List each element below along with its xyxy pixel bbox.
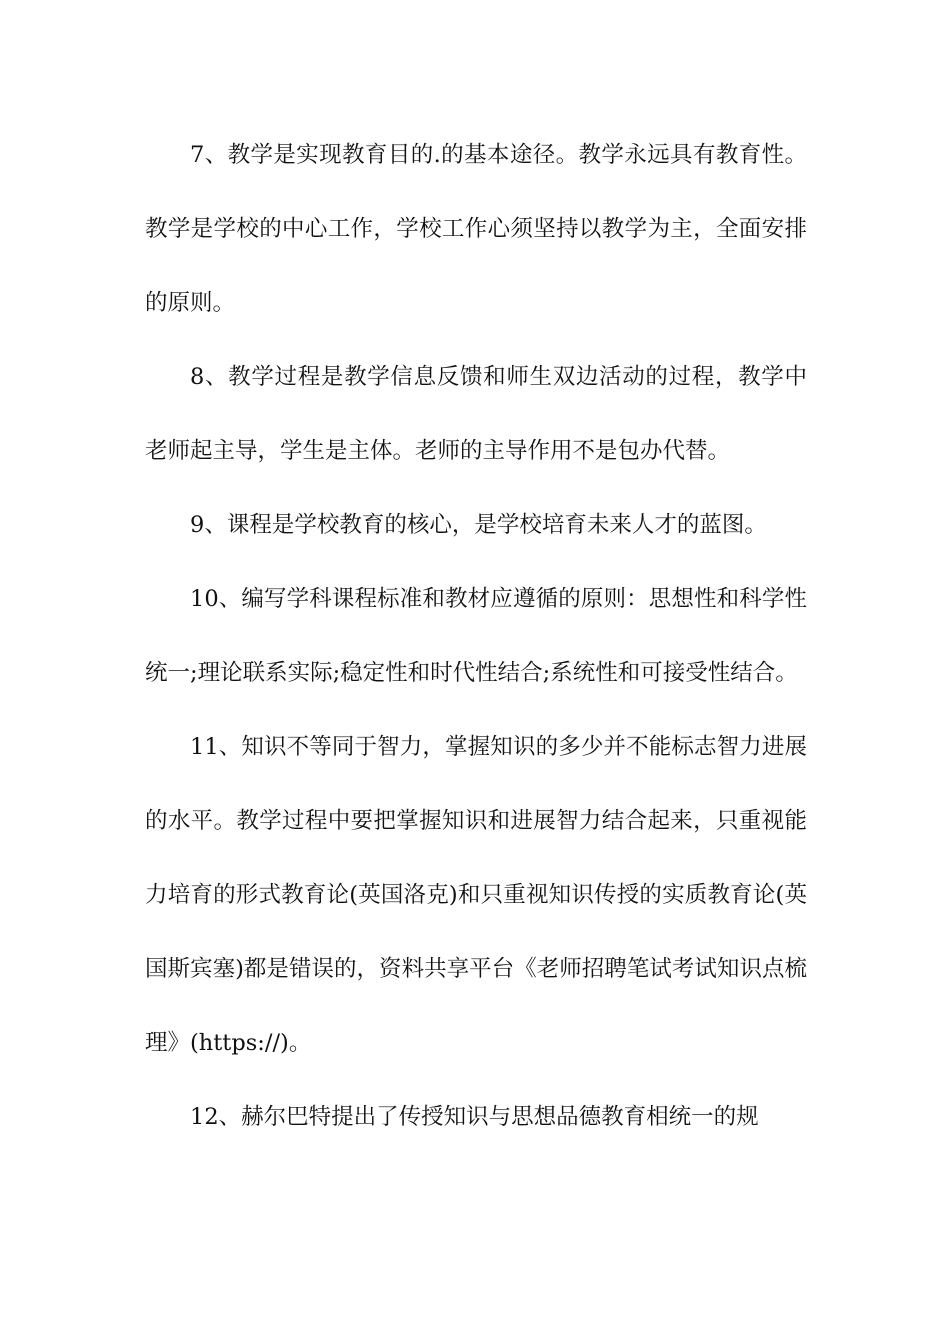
document-body	[145, 118, 807, 1154]
paragraph-11: 11、知识不等同于智力，掌握知识的多少并不能标志智力进展的水平。教学过程中要把掌握知识和进展智力结合起来，只重视能力培育的形式教育论(英国洛克)和只重视知识传授的实质教育论(英国斯宾塞)都是错误的，资料共享平台《老师招聘笔试考试知识点梳理》(https://)。	[145, 734, 807, 1056]
paragraph-8: 8、教学过程是教学信息反馈和师生双边活动的过程，教学中老师起主导，学生是主体。老师的主导作用不是包办代替。	[145, 364, 807, 464]
paragraph-12: 12、赫尔巴特提出了传授知识与思想品德教育相统一的规	[190, 1104, 759, 1130]
paragraph-9: 9、课程是学校教育的核心，是学校培育未来人才的蓝图。	[190, 512, 767, 538]
paragraph-10: 10、编写学科课程标准和教材应遵循的原则：思想性和科学性统一;理论联系实际;稳定性和时代性结合;系统性和可接受性结合。	[145, 586, 807, 686]
paragraph-7: 7、教学是实现教育目的.的基本途径。教学永远具有教育性。教学是学校的中心工作，学校工作心须坚持以教学为主，全面安排的原则。	[145, 142, 807, 316]
